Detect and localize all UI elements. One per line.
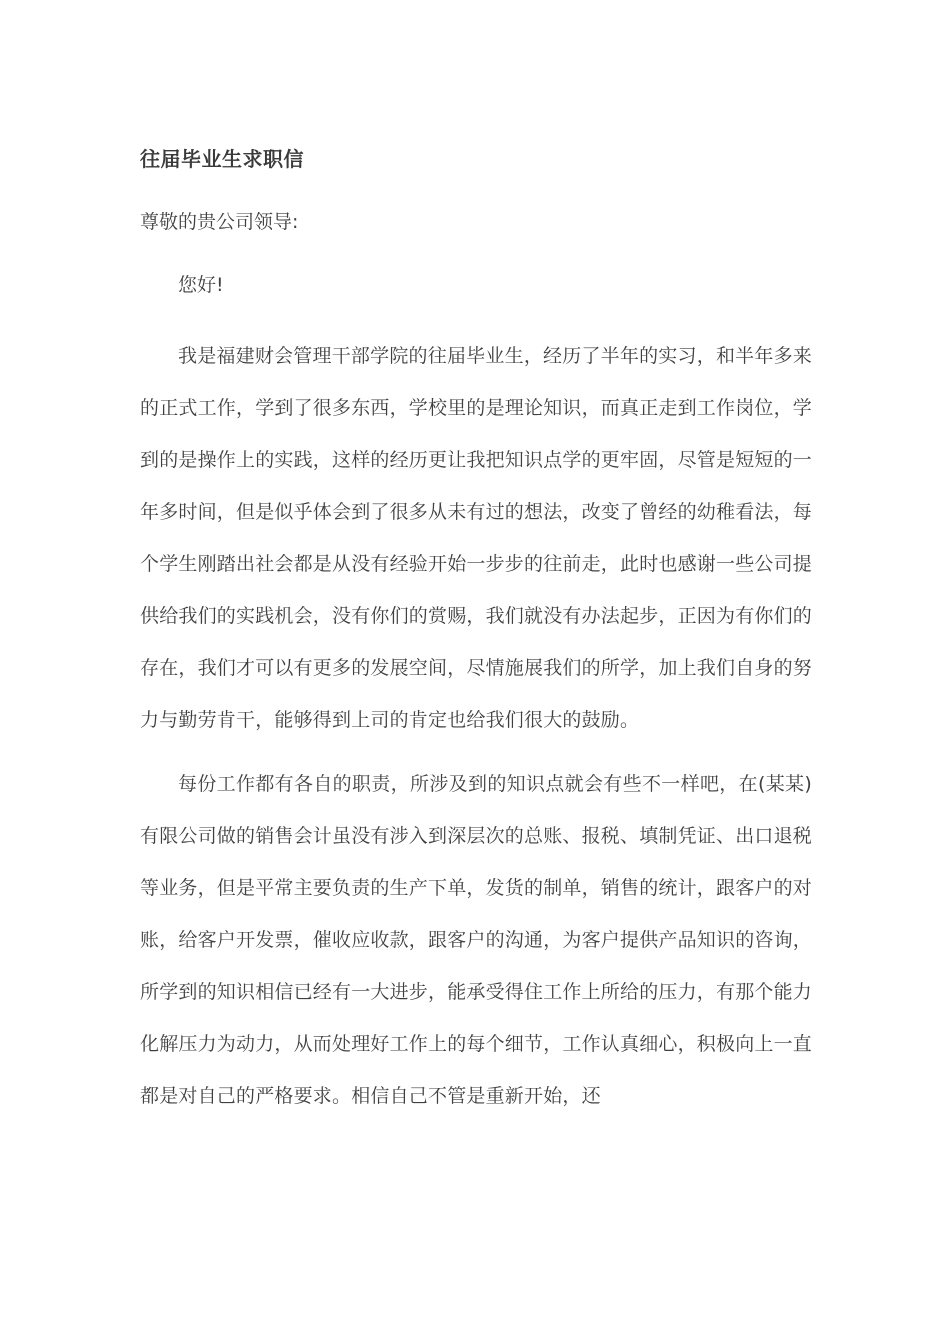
body-paragraph-2: 每份工作都有各自的职责，所涉及到的知识点就会有些不一样吧，在(某某)有限公司做的销售会计虽没有涉入到深层次的总账、报税、填制凭证、出口退税等业务，但是平常主要负责的生产下单，发货的制单，销售的统计，跟客户的对账，给客户开发票，催收应收款，跟客户的沟通，为客户提供产品知识的咨询，所学到的知识相信已经有一大进步，能承受得住工作上所给的压力，有那个能力化解压力为动力，从而处理好工作上的每个细节，工作认真细心，积极向上一直都是对自己的严格要求。相信自己不管是重新开始，还 (140, 773, 813, 1107)
body-paragraph-1: 我是福建财会管理干部学院的往届毕业生，经历了半年的实习，和半年多来的正式工作，学到了很多东西，学校里的是理论知识，而真正走到工作岗位，学到的是操作上的实践，这样的经历更让我把知识点学的更牢固，尽管是短短的一年多时间，但是似乎体会到了很多从未有过的想法，改变了曾经的幼稚看法，每个学生刚踏出社会都是从没有经验开始一步步的往前走，此时也感谢一些公司提供给我们的实践机会，没有你们的赏赐，我们就没有办法起步，正因为有你们的存在，我们才可以有更多的发展空间，尽情施展我们的所学，加上我们自身的努力与勤劳肯干，能够得到上司的肯定也给我们很大的鼓励。 (140, 345, 813, 731)
document-title: 往届毕业生求职信 (140, 147, 304, 171)
greeting-line: 您好! (178, 274, 224, 296)
salutation-line: 尊敬的贵公司领导: (140, 211, 299, 233)
